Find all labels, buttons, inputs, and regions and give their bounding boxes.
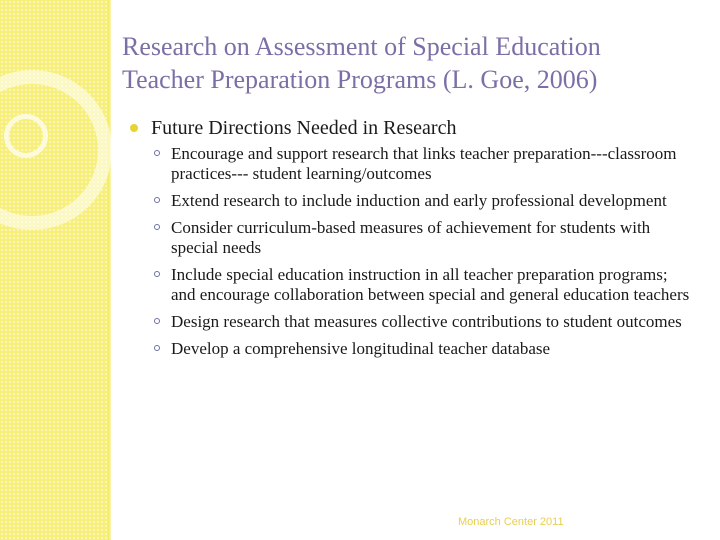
- main-bullet-text: Future Directions Needed in Research: [151, 117, 457, 139]
- sub-bullet-text: Encourage and support research that links teacher preparation---classroom practices--- student learning/outcomes: [171, 144, 677, 183]
- slide-footer: Monarch Center 2011: [458, 516, 564, 528]
- sub-bullet-text: Extend research to include induction and early professional development: [171, 191, 667, 210]
- side-band-edge: [108, 0, 111, 540]
- main-bullet: [130, 115, 695, 141]
- slide-title-line-1: Research on Assessment of Special Education: [122, 32, 601, 61]
- sub-bullet-text: Include special education instruction in all teacher preparation programs; and encourage collaboration between special and general education teachers: [171, 265, 690, 304]
- sub-bullet-item: [130, 144, 695, 184]
- sub-bullet-item: [130, 339, 695, 359]
- ring-bullet-icon: [154, 150, 160, 156]
- ring-bullet-icon: [154, 271, 160, 277]
- decorative-ring-small: [4, 114, 48, 158]
- sub-bullet-text: Consider curriculum-based measures of achievement for students with special needs: [171, 218, 651, 257]
- slide-title-line-2: Teacher Preparation Programs (L. Goe, 2006): [122, 65, 598, 94]
- sub-bullet-list: [130, 144, 695, 359]
- sub-bullet-text: Design research that measures collective contributions to student outcomes: [171, 312, 682, 331]
- sub-bullet-item: [130, 191, 695, 211]
- ring-bullet-icon: [154, 224, 160, 230]
- sub-bullet-item: [130, 218, 695, 258]
- filled-bullet-icon: [130, 124, 138, 132]
- ring-bullet-icon: [154, 318, 160, 324]
- slide-content: [130, 115, 695, 366]
- ring-bullet-icon: [154, 345, 160, 351]
- sub-bullet-item: [130, 312, 695, 332]
- ring-bullet-icon: [154, 197, 160, 203]
- sub-bullet-text: Develop a comprehensive longitudinal teacher database: [171, 339, 551, 358]
- slide-title: [122, 30, 692, 96]
- sub-bullet-item: [130, 265, 695, 305]
